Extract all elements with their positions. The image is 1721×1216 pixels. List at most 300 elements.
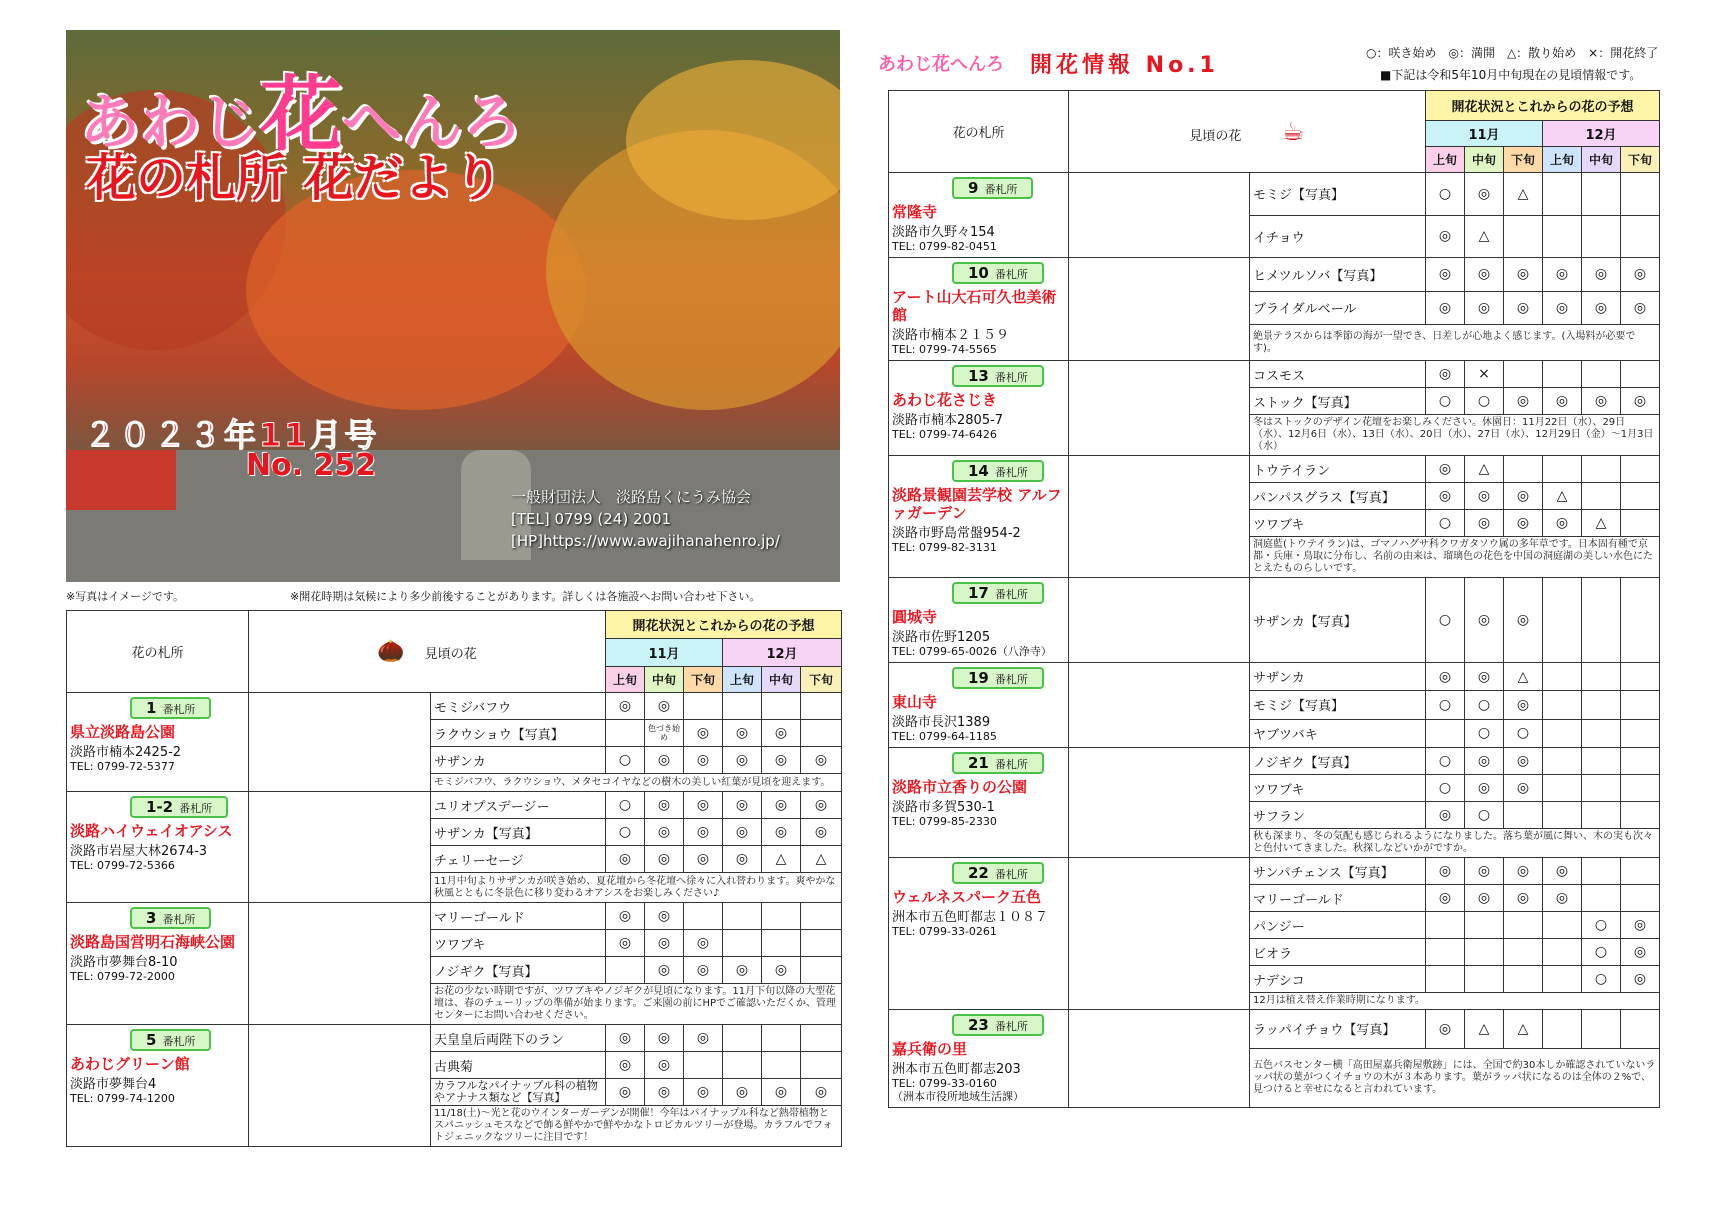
bloom-status [1543, 578, 1582, 663]
bloom-status [1621, 885, 1660, 912]
site-address: 淡路市野島常盤954-2 [892, 526, 1021, 541]
site-info [889, 456, 1069, 578]
site-address: 淡路市佐野1205 [892, 630, 991, 645]
bloom-status [1621, 775, 1660, 802]
site-name: 淡路市立香りの公園 [892, 778, 1028, 796]
bloom-status: 色づき始め [645, 720, 684, 747]
bloom-status: △ [1465, 456, 1504, 483]
header-late: 下旬 [684, 667, 723, 693]
bloom-status [1582, 858, 1621, 885]
site-phone: TEL: 0799-82-0451 [892, 240, 997, 253]
bloom-status: ◎ [1504, 291, 1543, 325]
site-photo [1069, 361, 1250, 456]
bloom-status: △ [801, 846, 842, 873]
bloom-status [1582, 173, 1621, 216]
site-info [889, 361, 1069, 456]
bloom-status: ◎ [1426, 885, 1465, 912]
flower-name: モミジ【写真】 [1250, 691, 1426, 719]
site-number: 5 番札所 [130, 1029, 211, 1051]
site-info [889, 578, 1069, 663]
bloom-status [1465, 939, 1504, 966]
page2-title: 開花情報 No.1 [1030, 53, 1219, 78]
bloom-status: ◎ [1465, 510, 1504, 537]
site-photo [249, 693, 431, 792]
site-info [889, 1010, 1069, 1108]
flower-name: マリーゴールド [431, 903, 606, 930]
bloom-status: ◎ [723, 747, 762, 774]
bloom-status [1621, 173, 1660, 216]
bloom-status: ◎ [723, 1079, 762, 1106]
bloom-status [1621, 691, 1660, 719]
flower-name: イチョウ [1250, 215, 1426, 258]
site-photo [249, 903, 431, 1025]
bloom-status [1504, 966, 1543, 993]
bloom-status [606, 957, 645, 984]
bloom-note: ※開花時期は気候により多少前後することがあります。詳しくは各施設へお問い合わせ下さい。 [290, 590, 761, 603]
bloom-status: ○ [1465, 388, 1504, 415]
flower-name: ラクウショウ【写真】 [431, 720, 606, 747]
site-number: 21 番札所 [952, 752, 1044, 774]
bloom-status [1543, 173, 1582, 216]
site-photo [1069, 748, 1250, 858]
bloom-status [1543, 966, 1582, 993]
bloom-status [1543, 939, 1582, 966]
bloom-status [723, 930, 762, 957]
bloom-status [1426, 719, 1465, 747]
acorn-icon: 🌰 [377, 639, 405, 664]
bloom-status: ◎ [1504, 748, 1543, 775]
bloom-status [1621, 361, 1660, 388]
site-number: 14 番札所 [952, 460, 1044, 482]
site-comment: 12月は植え替え作業時期になります。 [1250, 993, 1660, 1010]
bloom-status: × [1465, 361, 1504, 388]
site-name: 圓城寺 [892, 608, 938, 626]
bloom-status: ○ [1582, 939, 1621, 966]
bloom-status: ◎ [762, 792, 801, 819]
site-phone: TEL: 0799-65-0026（八浄寺） [892, 645, 1052, 658]
cover-subtitle: 花の札所 花だより [86, 149, 504, 207]
site-address: 淡路市楠本2805-7 [892, 413, 1004, 428]
bloom-status: ◎ [801, 747, 842, 774]
bloom-status: ◎ [1543, 388, 1582, 415]
site-name: アート山大石可久也美術館 [892, 288, 1057, 324]
bloom-status: ◎ [1621, 966, 1660, 993]
bloom-status [1582, 885, 1621, 912]
bloom-status [1504, 939, 1543, 966]
site-info [67, 792, 249, 903]
header-early: 上旬 [1426, 147, 1465, 173]
site-address: 淡路市久野々154 [892, 225, 995, 240]
header-site: 花の札所 [889, 91, 1069, 173]
bloom-status [606, 720, 645, 747]
site-photo [249, 792, 431, 903]
site-address: 淡路市夢舞台4 [70, 1077, 157, 1092]
site-address: 淡路市楠本２１５９ [892, 328, 1010, 343]
site-name: 常隆寺 [892, 203, 938, 221]
site-number: 23 番札所 [952, 1014, 1044, 1036]
issue-number: No. 252 [246, 448, 377, 483]
bloom-status: ◎ [1504, 885, 1543, 912]
flower-name: ラッパイチョウ【写真】 [1250, 1010, 1426, 1049]
bloom-status: ◎ [1426, 258, 1465, 292]
bloom-status [1465, 912, 1504, 939]
bloom-status: △ [1504, 1010, 1543, 1049]
bloom-status [801, 1052, 842, 1079]
bloom-status [684, 903, 723, 930]
bloom-status: ◎ [1543, 858, 1582, 885]
bloom-status [1582, 456, 1621, 483]
site-address: 洲本市五色町都志203 [892, 1062, 1021, 1077]
bloom-status: ◎ [645, 1052, 684, 1079]
bloom-status [1543, 912, 1582, 939]
bloom-status: ○ [1426, 578, 1465, 663]
bloom-status [1582, 361, 1621, 388]
bloom-status [1582, 719, 1621, 747]
bloom-status: ◎ [645, 693, 684, 720]
bloom-status: ○ [1465, 719, 1504, 747]
bloom-status [1426, 939, 1465, 966]
bloom-status: ◎ [645, 957, 684, 984]
site-comment: 冬はストックのデザイン花壇をお楽しみください。休園日：11月22日（水）、29日（水）、12月6日（水）、13日（水）、20日（水）、27日（水）、12月29日（金）～1月3日（水） [1250, 415, 1660, 456]
bloom-status: △ [1465, 1010, 1504, 1049]
bloom-status [1582, 691, 1621, 719]
bloom-status: ◎ [762, 957, 801, 984]
bloom-status: ◎ [684, 747, 723, 774]
header-late: 下旬 [1504, 147, 1543, 173]
bloom-status [1504, 215, 1543, 258]
site-comment: お花の少ない時期ですが、ツワブキやノジギクが見頃になります。11月下旬以降の大型花壇は、春のチューリップの準備が始まります。ご来園の前にHPでご確認いただくか、管理センターにお問い合わせください。 [431, 984, 842, 1025]
bloom-status [1543, 215, 1582, 258]
header-flower: 見頃の花 ☕ [1069, 91, 1426, 173]
site-info [67, 903, 249, 1025]
bloom-status: ◎ [1465, 775, 1504, 802]
bloom-status [1504, 361, 1543, 388]
site-name: 淡路景観園芸学校 アルファガーデン [892, 486, 1062, 522]
header-site: 花の札所 [67, 611, 249, 693]
bloom-status: ◎ [762, 819, 801, 846]
flower-name: パンジー [1250, 912, 1426, 939]
bloom-status [1543, 361, 1582, 388]
bloom-status: ○ [1426, 173, 1465, 216]
site-phone: TEL: 0799-64-1185 [892, 730, 997, 743]
site-phone: TEL: 0799-85-2330 [892, 815, 997, 828]
site-info [889, 173, 1069, 258]
header-early: 上旬 [1543, 147, 1582, 173]
site-number: 22 番札所 [952, 862, 1044, 884]
site-phone: TEL: 0799-72-2000 [70, 970, 175, 983]
bloom-status [723, 903, 762, 930]
bloom-status: ◎ [723, 792, 762, 819]
header-nov: 11月 [1426, 121, 1543, 147]
bloom-status: ◎ [1426, 215, 1465, 258]
site-photo [1069, 858, 1250, 1010]
bloom-status: ○ [1582, 966, 1621, 993]
site-address: 淡路市岩屋大林2674-3 [70, 844, 208, 859]
bloom-status [1582, 802, 1621, 829]
bloom-status: ◎ [1504, 691, 1543, 719]
bloom-status: ◎ [1465, 173, 1504, 216]
bloom-status: ○ [1465, 802, 1504, 829]
bloom-status: △ [1582, 510, 1621, 537]
publisher-info: 一般財団法人 淡路島くにうみ協会 [TEL] 0799 (24) 2001 [HP]https://www.awajihanahenro.jp/ [511, 488, 780, 550]
bloom-status: ◎ [1465, 858, 1504, 885]
bloom-status: ◎ [684, 1079, 723, 1106]
site-name: 淡路島国営明石海峡公園 [70, 933, 236, 951]
header-late: 下旬 [1621, 147, 1660, 173]
bloom-status: ◎ [1465, 483, 1504, 510]
bloom-status [1621, 456, 1660, 483]
bloom-status: ◎ [645, 1079, 684, 1106]
bloom-status [1504, 802, 1543, 829]
bloom-status: ○ [1426, 748, 1465, 775]
site-photo [1069, 578, 1250, 663]
flower-name: 古典菊 [431, 1052, 606, 1079]
site-phone: TEL: 0799-33-0160 [892, 1077, 997, 1090]
bloom-status [762, 1052, 801, 1079]
bloom-status [723, 693, 762, 720]
bloom-status: ◎ [1465, 663, 1504, 691]
bloom-status: ◎ [606, 930, 645, 957]
bloom-status: △ [1504, 173, 1543, 216]
bloom-status [1426, 966, 1465, 993]
site-address: 淡路市多賀530-1 [892, 800, 995, 815]
flower-name: ビオラ [1250, 939, 1426, 966]
flower-name: ノジギク【写真】 [1250, 748, 1426, 775]
bloom-status: ◎ [684, 819, 723, 846]
bloom-status: ◎ [1426, 483, 1465, 510]
flower-name: トウテイラン [1250, 456, 1426, 483]
bloom-status: ◎ [645, 1025, 684, 1052]
bloom-status [1543, 1010, 1582, 1049]
bloom-status [762, 1025, 801, 1052]
bloom-status [801, 903, 842, 930]
site-number: 19 番札所 [952, 667, 1044, 689]
bloom-status: ◎ [684, 846, 723, 873]
bloom-status: ◎ [1543, 885, 1582, 912]
header-mid: 中旬 [645, 667, 684, 693]
bloom-status: ◎ [1426, 361, 1465, 388]
site-number: 9 番札所 [952, 177, 1033, 199]
bloom-status: ◎ [1465, 885, 1504, 912]
bloom-status: ○ [606, 819, 645, 846]
site-comment: 秋も深まり、冬の気配も感じられるようになりました。落ち葉が風に舞い、木の実も次々と色付いてきました。秋探しなどいかがですか。 [1250, 829, 1660, 858]
flower-name: モミジバフウ [431, 693, 606, 720]
bloom-status: ◎ [1582, 291, 1621, 325]
site-info [889, 748, 1069, 858]
bloom-status: ◎ [1621, 388, 1660, 415]
site-phone: TEL: 0799-74-1200 [70, 1092, 175, 1105]
bloom-status: ◎ [1465, 291, 1504, 325]
flower-name: モミジ【写真】 [1250, 173, 1426, 216]
bloom-status: ◎ [1582, 258, 1621, 292]
bloom-status [762, 930, 801, 957]
flower-name: ストック【写真】 [1250, 388, 1426, 415]
bloom-status: △ [1465, 215, 1504, 258]
bloom-status: ◎ [1504, 258, 1543, 292]
bloom-status: ◎ [1504, 858, 1543, 885]
site-name: 東山寺 [892, 693, 938, 711]
site-number: 10 番札所 [952, 262, 1044, 284]
flower-name: マリーゴールド [1250, 885, 1426, 912]
bloom-status: ◎ [762, 747, 801, 774]
header-status: 開花状況とこれからの花の予想 [606, 611, 842, 639]
cover-photo [66, 30, 840, 582]
bloom-status: ◎ [684, 957, 723, 984]
site-comment: 11月中旬よりサザンカが咲き始め、夏花壇から冬花壇へ徐々に入れ替わります。爽やかな秋風とともに冬景色に移り変わるオアシスをお楽しみください♪ [431, 873, 842, 903]
flower-name: サザンカ【写真】 [431, 819, 606, 846]
bloom-status [1543, 748, 1582, 775]
bloom-status: ◎ [1426, 1010, 1465, 1049]
bloom-status: ◎ [723, 846, 762, 873]
bloom-status [723, 1025, 762, 1052]
site-comment: 五色バスセンター横「高田屋嘉兵衛屋敷跡」には、全国で約30本しか確認されていないラッパ状の葉がつくイチョウの木が３本あります。葉がラッパ状になるのは全体の２%で、見つけると幸せになると言われています。 [1250, 1048, 1660, 1107]
flower-name: ブライダルベール [1250, 291, 1426, 325]
site-comment: 11/18(土)～光と花のウインターガーデンが開催！今年はパイナップル科など熱帯植物とスパニッシュモスなどで飾る鮮やかで鮮やかなトロピカルツリーが登場。カラフルでフォトジェニックなツリーに注目です！ [431, 1106, 842, 1147]
flower-name: ユリオプスデージー [431, 792, 606, 819]
bloom-status: ◎ [723, 819, 762, 846]
site-number: 3 番札所 [130, 907, 211, 929]
bloom-status: ◎ [1621, 939, 1660, 966]
bloom-status: ○ [606, 792, 645, 819]
bloom-status [1582, 663, 1621, 691]
site-comment: 絶景テラスからは季節の海が一望でき、日差しが心地よく感じます。(入場料が必要です)。 [1250, 325, 1660, 361]
flower-name: カラフルなパイナップル科の植物やアナナス類など【写真】 [431, 1079, 606, 1106]
bloom-status [762, 903, 801, 930]
bloom-status: ◎ [1465, 578, 1504, 663]
bloom-status: ◎ [606, 1025, 645, 1052]
site-phone: TEL: 0799-74-5565 [892, 343, 997, 356]
bloom-status [1621, 215, 1660, 258]
bloom-status [1543, 691, 1582, 719]
bloom-status: ◎ [1543, 291, 1582, 325]
bloom-status: ◎ [684, 930, 723, 957]
bloom-status [1543, 456, 1582, 483]
site-name: 県立淡路島公園 [70, 723, 176, 741]
bloom-status: ◎ [606, 1079, 645, 1106]
site-number: 17 番札所 [952, 582, 1044, 604]
flower-name: サフラン [1250, 802, 1426, 829]
flower-name: チェリーセージ [431, 846, 606, 873]
bloom-status: ◎ [684, 792, 723, 819]
flower-name: ナデシコ [1250, 966, 1426, 993]
site-number: 13 番札所 [952, 365, 1044, 387]
bloom-status [1621, 1010, 1660, 1049]
as-of-note: ■下記は令和5年10月中旬現在の見頃情報です。 [1380, 68, 1642, 82]
header-dec: 12月 [723, 639, 842, 667]
bloom-status: ◎ [1465, 748, 1504, 775]
cover-logo: あわじ花へんろ [80, 68, 523, 163]
issue-date: ２０２３年11月号 [84, 416, 380, 454]
bloom-status: ◎ [606, 693, 645, 720]
bloom-status: ◎ [684, 720, 723, 747]
bloom-status: ○ [1504, 719, 1543, 747]
bloom-status: △ [1504, 663, 1543, 691]
site-name: あわじグリーン館 [70, 1055, 190, 1073]
bloom-status [1504, 912, 1543, 939]
site-comment: モミジバフウ、ラクウショウ、メタセコイヤなどの樹木の美しい紅葉が見頃を迎えます。 [431, 774, 842, 792]
site-info [67, 693, 249, 792]
site-photo [1069, 663, 1250, 748]
site-phone: TEL: 0799-72-5377 [70, 760, 175, 773]
header-flower: 🌰 見頃の花 [249, 611, 606, 693]
bloom-status [684, 693, 723, 720]
site-name: 淡路ハイウェイオアシス [70, 822, 233, 840]
right-bloom-table [888, 90, 1660, 1108]
bloom-status: ◎ [1543, 510, 1582, 537]
bloom-status: ◎ [645, 792, 684, 819]
header-mid: 中旬 [762, 667, 801, 693]
bloom-status: ◎ [723, 957, 762, 984]
bloom-status [801, 693, 842, 720]
bloom-status [1621, 719, 1660, 747]
bloom-status [1582, 215, 1621, 258]
site-phone: TEL: 0799-74-6426 [892, 428, 997, 441]
flower-name: ノジギク【写真】 [431, 957, 606, 984]
site-photo [1069, 1010, 1250, 1108]
site-phone: TEL: 0799-82-3131 [892, 541, 997, 554]
site-photo [249, 1025, 431, 1147]
legend: ○：咲き始め ◎：満開 △：散り始め ×：開花終了 [1366, 46, 1659, 60]
bloom-status: ◎ [1426, 456, 1465, 483]
bloom-status: ◎ [1582, 388, 1621, 415]
bloom-status: ◎ [1426, 663, 1465, 691]
bloom-status [1543, 775, 1582, 802]
flower-name: サンパチェンス【写真】 [1250, 858, 1426, 885]
bloom-status [1543, 663, 1582, 691]
flower-name: パンパスグラス【写真】 [1250, 483, 1426, 510]
bloom-status: ◎ [801, 1079, 842, 1106]
bloom-status [1465, 966, 1504, 993]
bloom-status [1621, 802, 1660, 829]
header-early: 上旬 [723, 667, 762, 693]
site-address: 洲本市五色町都志１０８７ [892, 910, 1049, 925]
flower-name: コスモス [1250, 361, 1426, 388]
header-nov: 11月 [606, 639, 723, 667]
bloom-status: ◎ [1426, 291, 1465, 325]
left-bloom-table [66, 610, 842, 1147]
flower-name: ツワブキ [1250, 510, 1426, 537]
bloom-status: ◎ [1504, 483, 1543, 510]
bloom-status: ◎ [645, 846, 684, 873]
bloom-status: ◎ [801, 792, 842, 819]
bloom-status [1621, 748, 1660, 775]
bloom-status: ◎ [1465, 258, 1504, 292]
bloom-status [1582, 483, 1621, 510]
site-phone: TEL: 0799-72-5366 [70, 859, 175, 872]
flower-name: サザンカ [431, 747, 606, 774]
bloom-status: ◎ [723, 720, 762, 747]
flower-name: ヒメツルソバ【写真】 [1250, 258, 1426, 292]
site-address: 淡路市楠本2425-2 [70, 745, 182, 760]
flower-name: 天皇皇后両陛下のラン [431, 1025, 606, 1052]
photo-note: ※写真はイメージです。 [66, 590, 185, 603]
page2-logo: あわじ花へんろ [878, 54, 1004, 75]
site-name: あわじ花さじき [892, 391, 998, 409]
bloom-status: ○ [1465, 691, 1504, 719]
flower-name: サザンカ [1250, 663, 1426, 691]
bloom-status: △ [1543, 483, 1582, 510]
site-photo [1069, 456, 1250, 578]
bloom-status: ◎ [1504, 510, 1543, 537]
flower-name: サザンカ【写真】 [1250, 578, 1426, 663]
bloom-status: ○ [1582, 912, 1621, 939]
bloom-status [684, 1052, 723, 1079]
bloom-status [1543, 719, 1582, 747]
site-name: ウェルネスパーク五色 [892, 888, 1041, 906]
bloom-status: ◎ [762, 1079, 801, 1106]
site-info [889, 663, 1069, 748]
site-number: 1-2 番札所 [130, 796, 228, 818]
